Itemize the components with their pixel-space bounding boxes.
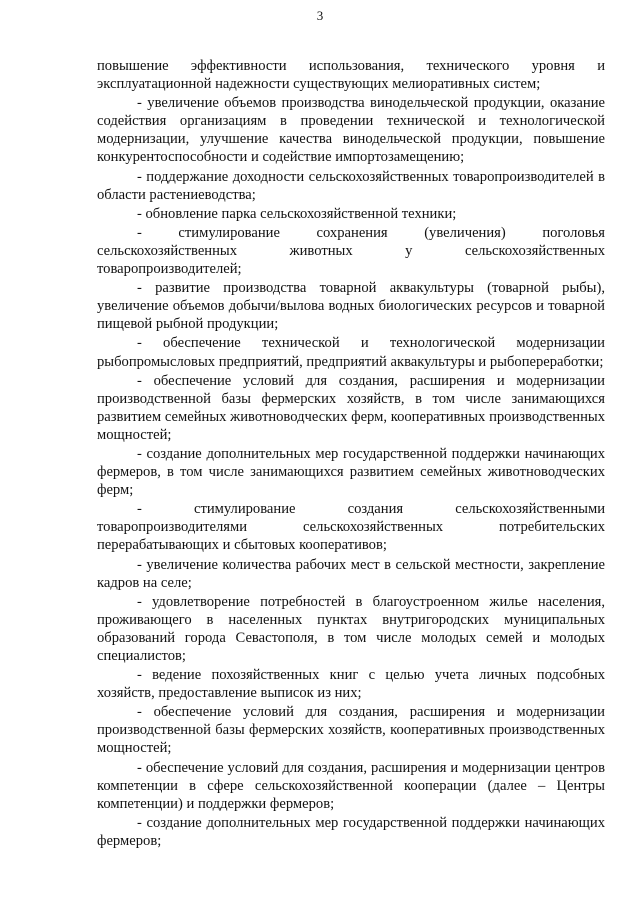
page-number: 3 <box>316 8 324 23</box>
list-item-machinery: - обновление парка сельскохозяйственной техники; <box>137 205 457 222</box>
list-item-rural-jobs: - увеличение количества рабочих мест в сельской местности, закрепление кадров на селе; <box>97 556 605 591</box>
list-item-livestock: - стимулирование сохранения (увеличения) поголовья сельскохозяйственных животных у сельскохозяйственных товаропроизводителей; <box>97 224 605 278</box>
list-item-farm-cooperative-base: - обеспечение условий для создания, расширения и модернизации производственной базы фермерских хозяйств, кооперативных производственных мощностей; <box>97 704 605 757</box>
list-item-novice-farmers: - создание дополнительных мер государственной поддержки начинающих фермеров, в том числе занимающихся развитием семейных животноводческих ферм; <box>97 445 605 499</box>
list-item-cooperatives: - стимулирование создания сельскохозяйственными товаропроизводителями сельскохозяйственных потребительских перерабатывающих и сбытовых кооперативов; <box>97 501 605 554</box>
list-item-novice-farmer-support: - создание дополнительных мер государственной поддержки начинающих фермеров; <box>97 814 605 849</box>
list-item-winemaking: - увеличение объемов производства винодельческой продукции, оказание содействия организациям в проведении технической и технологической модернизации, улучшение качества винодельческой продукции, повышение конкурентоспособности и содействие импортозамещению; <box>97 95 605 166</box>
paragraph-continuation: повышение эффективности использования, технического уровня и эксплуатационной надежности существующих мелиоративных систем; <box>97 58 605 93</box>
list-item-farm-base: - обеспечение условий для создания, расширения и модернизации производственной базы фермерских хозяйств, в том числе занимающихся развитием семейных животноводческих ферм, кооперативных производственных мощностей; <box>97 372 605 443</box>
list-item-competence-centers: - обеспечение условий для создания, расширения и модернизации центров компетенции в сфере сельскохозяйственной кооперации (далее – Центры компетенции) и поддержки фермеров; <box>97 759 605 812</box>
list-item-fishing-modernization: - обеспечение технической и технологической модернизации рыбопромысловых предприятий, предприятий аквакультуры и рыбопереработки; <box>97 335 605 370</box>
list-item-crop-income: - поддержание доходности сельскохозяйственных товаропроизводителей в области растениеводства; <box>97 168 605 203</box>
list-item-housing: - удовлетворение потребностей в благоустроенном жилье населения, проживающего в населенных пунктах внутригородских муниципальных образований города Севастополя, в том числе молодых семей и молодых специалистов; <box>97 593 605 664</box>
list-item-aquaculture: - развитие производства товарной аквакультуры (товарной рыбы), увеличение объемов добычи/вылова водных биологических ресурсов и товарной пищевой рыбной продукции; <box>97 280 605 333</box>
list-item-household-books: - ведение похозяйственных книг с целью учета личных подсобных хозяйств, предоставление выписок из них; <box>97 667 605 702</box>
document-body <box>97 57 605 851</box>
